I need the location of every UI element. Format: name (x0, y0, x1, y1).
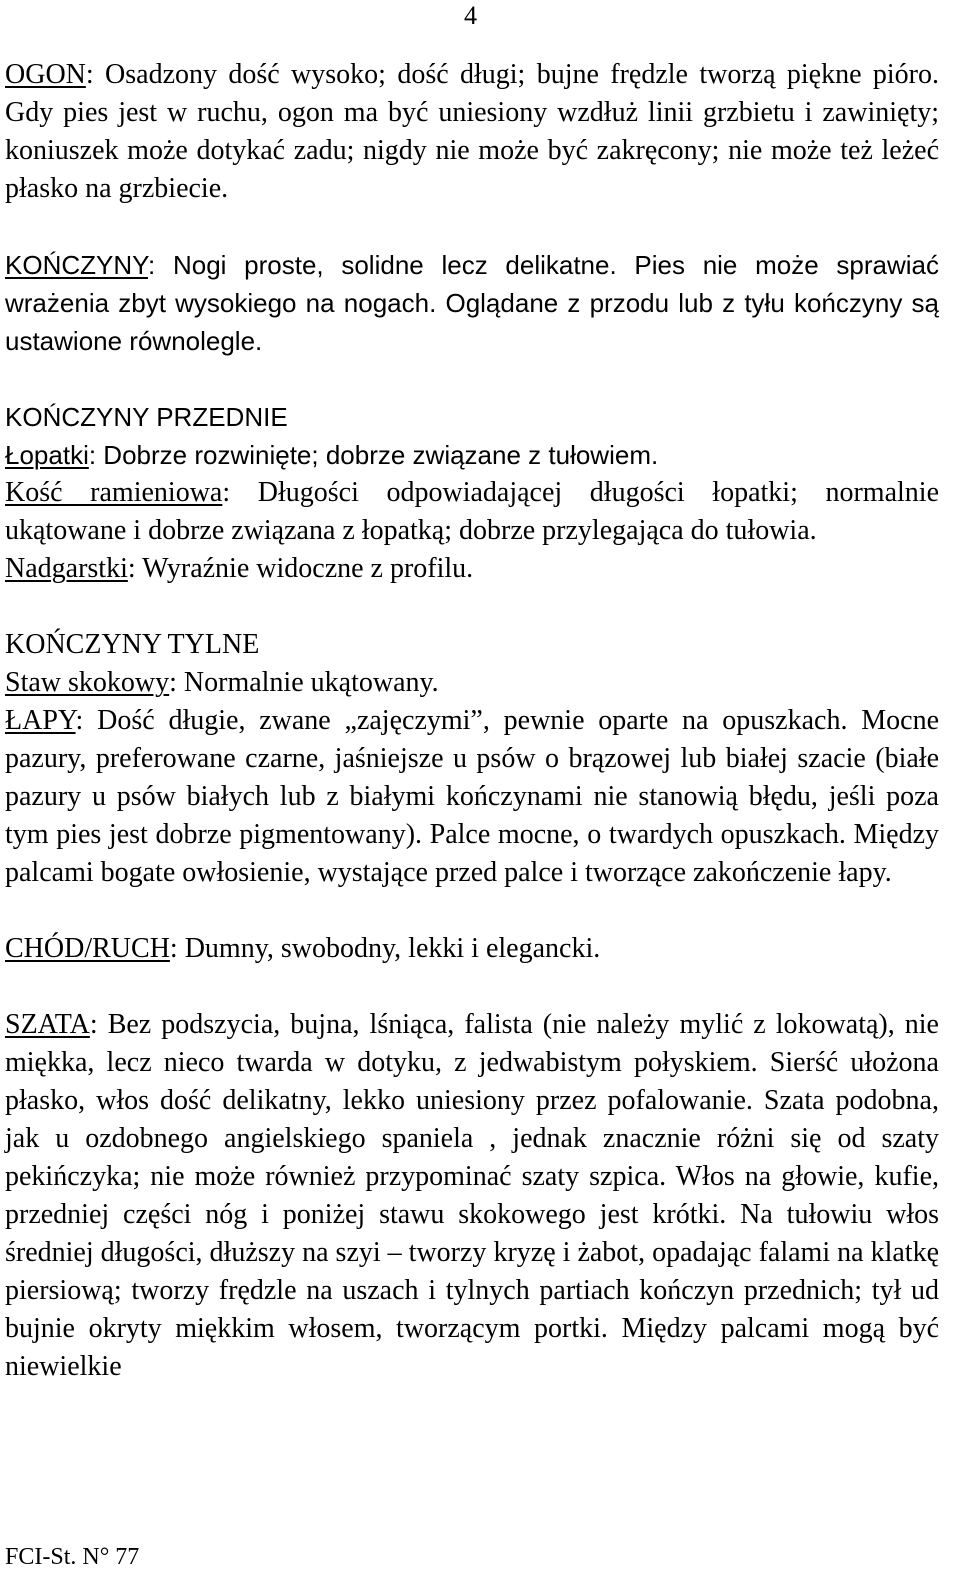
chod-text: : Dumny, swobodny, lekki i elegancki. (169, 933, 601, 964)
konczyny-label: KOŃCZYNY (5, 250, 149, 280)
ogon-text: : Osadzony dość wysoko; dość długi; bujne frędzle tworzą piękne pióro. Gdy pies jest w ruchu, ogon ma być uniesiony wzdłuż linii grzbietu i zawinięty; koniuszek może dotykać zadu; nigdy nie może być zakręcony; nie może też leżeć płasko na grzbiecie. (5, 59, 939, 204)
kosc-ramieniowa-label: Kość ramieniowa (5, 477, 223, 508)
section-staw-skokowy (5, 664, 939, 702)
lopatki-label: Łopatki (5, 440, 89, 470)
konczyny-text: : Nogi proste, solidne lecz delikatne. Pies nie może sprawiać wrażenia zbyt wysokiego na nogach. Oglądane z przodu lub z tyłu kończyny są ustawione równolegle. (5, 250, 939, 356)
lopatki-text: : Dobrze rozwinięte; dobrze związane z tułowiem. (88, 440, 659, 470)
section-kosc-ramieniowa (5, 474, 939, 550)
ogon-label: OGON (5, 59, 86, 90)
spacer (5, 968, 939, 1006)
nadgarstki-label: Nadgarstki (5, 553, 128, 584)
spacer (5, 588, 939, 626)
konczyny-przednie-heading: KOŃCZYNY PRZEDNIE (5, 402, 288, 432)
section-konczyny (5, 246, 939, 360)
section-lapy (5, 702, 939, 892)
staw-skokowy-label: Staw skokowy (5, 667, 170, 698)
section-nadgarstki (5, 550, 939, 588)
section-chod (5, 930, 939, 968)
spacer (5, 208, 939, 246)
section-szata (5, 1006, 939, 1386)
lapy-text: : Dość długie, zwane „zajęczymi”, pewnie oparte na opuszkach. Mocne pazury, preferowane czarne, jaśniejsze u psów o brązowej lub białej szacie (białe pazury u psów białych lub z białymi kończynami nie stanowią błędu, jeśli poza tym pies jest dobrze pigmentowany). Palce mocne, o twardych opuszkach. Między palcami bogate owłosienie, wystające przed palce i tworzące zakończenie łapy. (5, 705, 939, 888)
szata-text: : Bez podszycia, bujna, lśniąca, falista (nie należy mylić z lokowatą), nie miękka, lecz nieco twarda w dotyku, z jedwabistym połyskiem. Sierść ułożona płasko, włos dość delikatny, lekko uniesiony przez pofalowanie. Szata podobna, jak u ozdobnego angielskiego spaniela , jednak znacznie różni się od szaty pekińczyka; nie może również przypominać szaty szpica. Włos na głowie, kufie, przedniej części nóg i poniżej stawu skokowego jest krótki. Na tułowiu włos średniej długości, dłuższy na szyi – tworzy kryzę i żabot, opadając falami na klatkę piersiową; tworzy frędzle na uszach i tylnych partiach kończyn przednich; tył ud bujnie okryty miękkim włosem, tworzącym portki. Między palcami mogą być niewielkie (5, 1009, 939, 1382)
section-lopatki (5, 436, 939, 474)
konczyny-tylne-heading: KOŃCZYNY TYLNE (5, 629, 260, 660)
spacer (5, 892, 939, 930)
szata-label: SZATA (5, 1009, 90, 1040)
lapy-label: ŁAPY (5, 705, 76, 736)
chod-label: CHÓD/RUCH (5, 933, 170, 964)
section-ogon (5, 56, 939, 208)
document-body (5, 56, 939, 1386)
spacer (5, 360, 939, 398)
kosc-ramieniowa-text: : Długości odpowiadającej długości łopatki; normalnie ukątowane i dobrze związana z łopatką; dobrze przylegająca do tułowia. (5, 477, 939, 546)
footer-standard-number: FCI-St. N° 77 (5, 1544, 140, 1570)
staw-skokowy-text: : Normalnie ukątowany. (169, 667, 439, 698)
nadgarstki-text: : Wyraźnie widoczne z profilu. (127, 553, 474, 584)
page-number: 4 (464, 1, 477, 30)
